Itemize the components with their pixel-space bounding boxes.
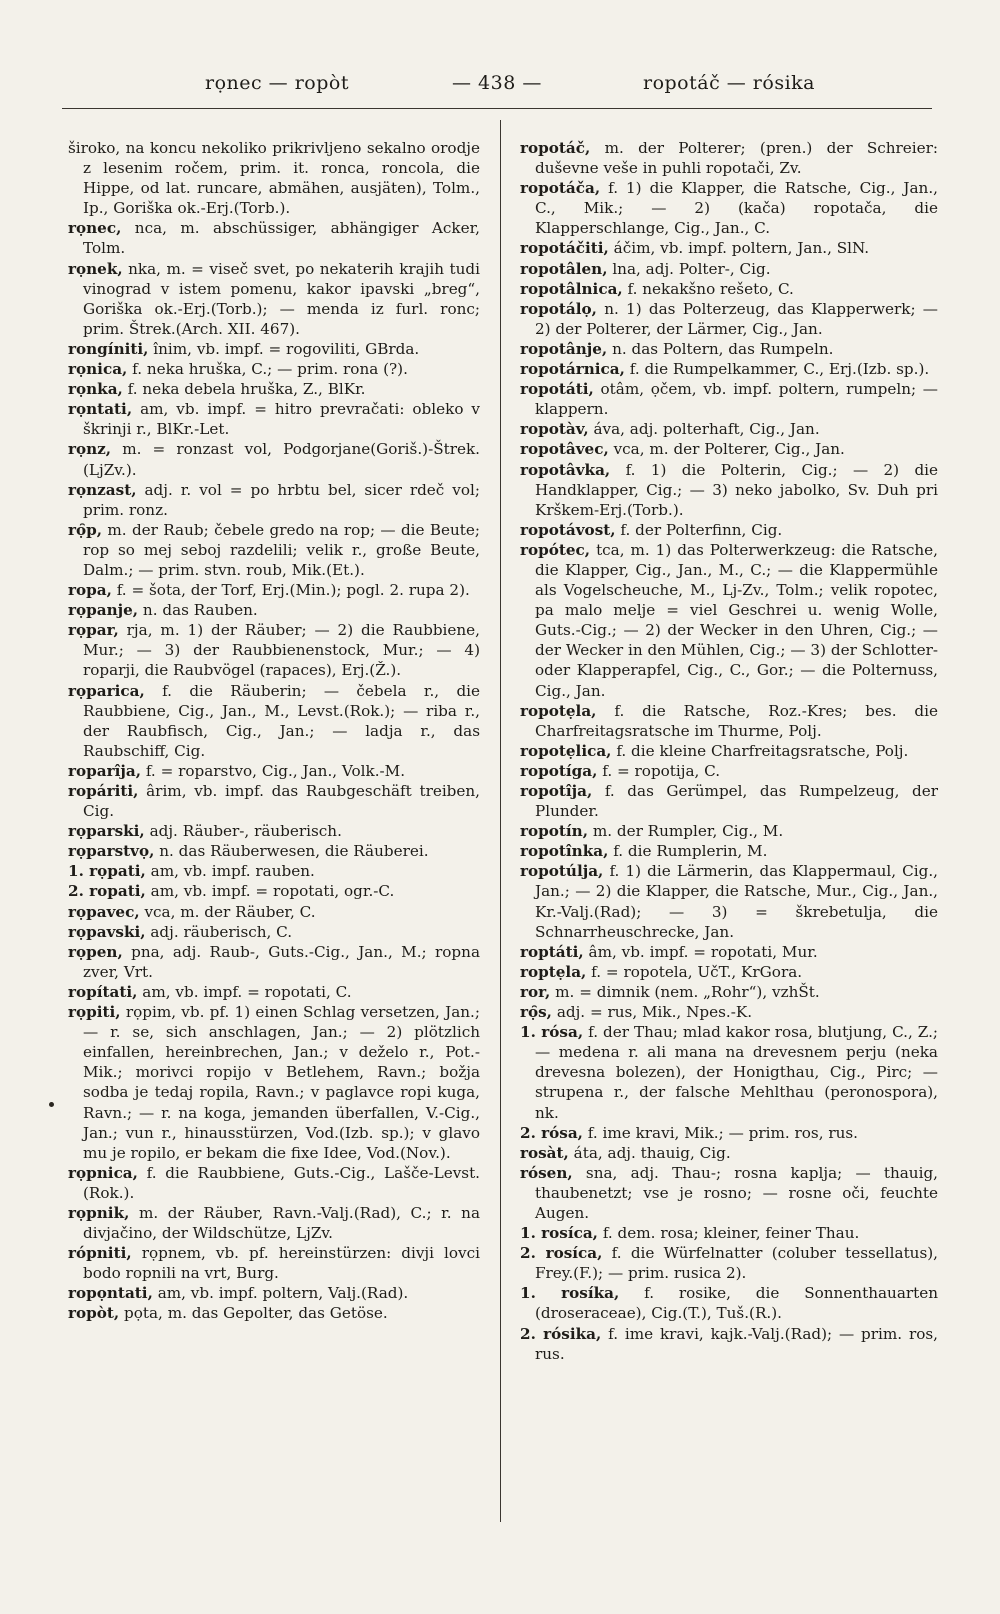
entry-headword: rọpiti, [68, 1003, 121, 1022]
dictionary-entry [520, 1143, 938, 1163]
dictionary-entry [68, 1303, 480, 1323]
dictionary-entry [68, 781, 480, 821]
entry-headword: rọnica, [68, 360, 128, 379]
entry-headword: ropotâvec, [520, 440, 609, 459]
entry-definition: f. 1) die Klapper, die Ratsche, Cig., Jan., C., Mik.; — 2) (kača) ropotača, die Klapperschlange, Cig., Jan., C. [535, 179, 938, 238]
entry-headword: ropotávost, [520, 520, 616, 539]
entry-definition: adj. r. vol = po hrbtu bel, sicer rdeč vol; prim. ronz. [83, 480, 480, 519]
entry-definition: f. dem. rosa; kleiner, feiner Thau. [602, 1224, 860, 1243]
entry-definition: f. der Thau; mlad kakor rosa, blutjung, C., Z.; — medena r. ali mana na drevesnem perju (neka drevesna bolezen), der Honigthau, Cig., Pirc; — strupena r., der falsche Mehlthau (peronospora), nk. [535, 1023, 939, 1122]
dictionary-entry [520, 1163, 938, 1223]
entry-definition: f. die Rumpelkammer, C., Erj.(Izb. sp.). [629, 360, 930, 379]
entry-headword: ropotâlnica, [520, 279, 623, 298]
entry-headword: ropotîja, [520, 782, 593, 800]
dictionary-entry [520, 741, 938, 761]
entry-headword: ropotàv, [520, 420, 589, 439]
entry-definition: f. neka hruška, C.; — prim. rona (?). [132, 360, 408, 379]
header-left-guideword: rọnec — ropòt [205, 72, 349, 94]
entry-headword: 1. rosíka, [520, 1284, 620, 1303]
entry-headword: rọnka, [68, 380, 123, 399]
dictionary-entry [520, 1243, 938, 1283]
entry-definition: nka, m. = viseč svet, po nekaterih krajih tudi vinograd v istem pomenu, kakor ipavski „breg“, Goriška ok.-Erj.(Torb.); — menda iz furl. ronc; prim. Štrek.(Arch. XII. 467). [83, 259, 480, 338]
dictionary-entry [68, 138, 480, 218]
dictionary-entry [520, 841, 938, 861]
entry-definition: am, vb. impf. = hitro prevračati: obleko v škrinji r., BlKr.-Let. [83, 400, 481, 439]
dictionary-entry [520, 962, 938, 982]
dictionary-entry [68, 359, 480, 379]
entry-headword: 2. rosíca, [520, 1244, 603, 1263]
entry-definition: am, vb. impf. rauben. [150, 862, 315, 881]
dictionary-entry [68, 620, 480, 680]
entry-headword: ropotâlen, [520, 259, 608, 278]
entry-definition: široko, na koncu nekoliko prikrivljeno sekalno orodje z lesenim ročem, prim. it. ronca, roncola, die Hippe, od lat. runcare, abmähen, ausjäten), Tolm., Ip., Goriška ok.-Erj.(Torb.). [68, 139, 480, 218]
dictionary-entry [68, 339, 480, 359]
entry-headword: rọparica, [68, 681, 145, 700]
entry-headword: rọpar, [68, 621, 119, 640]
entry-definition: lna, adj. Polter-, Cig. [612, 259, 771, 278]
entry-headword: rọnz, [68, 440, 112, 459]
entry-definition: f. die Rumplerin, M. [613, 842, 768, 861]
entry-definition: n. das Räuberwesen, die Räuberei. [159, 842, 429, 861]
dictionary-entry [520, 178, 938, 238]
entry-headword: ropotînka, [520, 842, 609, 861]
dictionary-entry [68, 480, 480, 520]
dictionary-entry [68, 922, 480, 942]
dictionary-entry [520, 419, 938, 439]
dictionary-entry [68, 379, 480, 399]
entry-definition: f. neka debela hruška, Z., BlKr. [127, 380, 366, 399]
dictionary-entry [68, 600, 480, 620]
entry-definition: f. = ropotija, C. [602, 761, 721, 780]
entry-headword: ropotálọ, [520, 299, 597, 318]
dictionary-entry [520, 439, 938, 459]
dictionary-entry [520, 1283, 938, 1323]
dictionary-entry [520, 138, 938, 178]
entry-definition: înim, vb. impf. = rogoviliti, GBrda. [153, 339, 420, 358]
entry-headword: ropotáti, [520, 380, 594, 399]
entry-definition: âm, vb. impf. = ropotati, Mur. [588, 942, 818, 961]
dictionary-entry [520, 339, 938, 359]
entry-headword: ropòt, [68, 1304, 120, 1323]
entry-definition: rọpim, vb. pf. 1) einen Schlag versetzen, Jan.; — r. se, sich anschlagen, Jan.; — 2) plötzlich einfallen, hereinbrechen, Jan.; v deželo r., Pot.-Mik.; morivci ropijo v Betlehem, Ravn.; božja sodba je tedaj ropila, Ravn.; v paglavce ropi kuga, Ravn.; — r. na koga, jemanden überfallen, V.-Cig., Jan.; vun r., hinausstürzen, Vod.(Izb. sp.); v glavo mu je ropilo, er bekam die fixe Idee, Vod.(Nov.). [83, 1003, 480, 1162]
entry-headword: ropotáča, [520, 179, 601, 198]
entry-headword: rosàt, [520, 1143, 569, 1162]
dictionary-entry [520, 701, 938, 741]
entry-definition: f. die Räuberin; — čebela r., die Raubbiene, Cig., Jan., M., Levst.(Rok.); — riba r., der Raubfisch, Cig., Jan.; — ladja r., das Raubschiff, Cig. [83, 681, 481, 760]
entry-headword: rọntati, [68, 400, 133, 419]
entry-headword: ropotẹlica, [520, 741, 612, 760]
entry-definition: f. 1) die Lärmerin, das Klappermaul, Cig., Jan.; — 2) die Klapper, die Ratsche, Mur., Cig., Jan., Kr.-Valj.(Rad); — 3) = škrebetulja, die Schnarrheuschrecke, Jan. [535, 862, 939, 941]
page-number: — 438 — [452, 72, 542, 94]
entry-definition: adj. Räuber-, räuberisch. [149, 822, 342, 841]
entry-definition: pọta, m. das Gepolter, das Getöse. [124, 1304, 388, 1323]
dictionary-entry [520, 1223, 938, 1243]
entry-headword: rọ̑p, [68, 520, 103, 539]
dictionary-entry [68, 259, 480, 339]
entry-headword: roparîja, [68, 761, 141, 780]
entry-headword: roptáti, [520, 942, 584, 961]
dictionary-entry [520, 781, 938, 821]
entry-definition: f. ime kravi, Mik.; — prim. ros, rus. [587, 1123, 859, 1142]
entry-headword: rópniti, [68, 1244, 132, 1263]
dictionary-entry [68, 1243, 480, 1283]
entry-definition: am, vb. impf. = ropotati, ogr.-C. [150, 882, 395, 901]
dictionary-entry [68, 520, 480, 580]
dictionary-entry [68, 902, 480, 922]
entry-headword: rongíniti, [68, 339, 149, 358]
dictionary-entry [520, 540, 938, 701]
entry-headword: ror, [520, 982, 551, 1001]
page-header [0, 72, 1000, 106]
entry-definition: f. = šota, der Torf, Erj.(Min.); pogl. 2. rupa 2). [116, 581, 470, 600]
entry-definition: am, vb. impf. = ropotati, C. [142, 982, 352, 1001]
dictionary-entry [520, 1324, 938, 1364]
entry-definition: adj. räuberisch, C. [150, 922, 293, 941]
entry-definition: áva, adj. polterhaft, Cig., Jan. [593, 420, 820, 439]
dictionary-entry [68, 439, 480, 479]
entry-definition: m. der Polterer; (pren.) der Schreier: duševne veše in puhli ropotači, Zv. [535, 139, 939, 178]
entry-definition: f. die Ratsche, Roz.-Kres; bes. die Charfreitagsratsche im Thurme, Polj. [535, 701, 939, 740]
entry-definition: f. die Raubbiene, Guts.-Cig., Lašče-Levst.(Rok.). [83, 1163, 480, 1202]
entry-definition: f. ime kravi, kajk.-Valj.(Rad); — prim. ros, rus. [535, 1324, 938, 1363]
dictionary-entry [520, 1002, 938, 1022]
entry-definition: pna, adj. Raub-, Guts.-Cig., Jan., M.; ropna zver, Vrt. [83, 942, 480, 981]
entry-headword: ropotárnica, [520, 360, 625, 379]
entry-headword: ropotẹla, [520, 701, 597, 720]
entry-headword: rọ̑s, [520, 1003, 552, 1022]
entry-definition: vca, m. der Polterer, Cig., Jan. [613, 440, 845, 459]
entry-definition: f. = ropotela, UčT., KrGora. [591, 962, 803, 981]
entry-headword: ropotúlja, [520, 862, 604, 881]
entry-headword: 2. rósa, [520, 1123, 583, 1142]
entry-headword: roptẹla, [520, 962, 587, 981]
dictionary-entry [68, 580, 480, 600]
entry-headword: ropotáčiti, [520, 239, 609, 258]
header-rule [62, 108, 932, 109]
dictionary-entry [520, 379, 938, 419]
entry-definition: m. = dimnik (nem. „Rohr“), vzhŠt. [555, 982, 820, 1001]
dictionary-entry [520, 761, 938, 781]
entry-headword: rọpnik, [68, 1203, 130, 1222]
dictionary-entry [68, 399, 480, 439]
dictionary-entry [520, 982, 938, 1002]
dictionary-entry [520, 259, 938, 279]
entry-headword: ropotâvka, [520, 460, 611, 479]
entry-headword: rósen, [520, 1163, 573, 1182]
entry-headword: ropótec, [520, 540, 591, 559]
right-column [520, 138, 938, 1364]
dictionary-entry [520, 520, 938, 540]
entry-definition: n. 1) das Polterzeug, das Klapperwerk; — 2) der Polterer, der Lärmer, Cig., Jan. [535, 299, 938, 338]
column-divider [500, 120, 501, 1522]
entry-definition: sna, adj. Thau-; rosna kaplja; — thauig, thaubenetzt; vse je rosno; — rosne oči, feuchte Augen. [535, 1163, 938, 1222]
entry-definition: rja, m. 1) der Räuber; — 2) die Raubbiene, Mur.; — 3) der Raubbienenstock, Mur.; — 4) roparji, die Raubvögel (rapaces), Erj.(Ž.). [83, 621, 480, 680]
entry-headword: ropáriti, [68, 782, 139, 800]
margin-dot [49, 1102, 54, 1107]
entry-headword: rọnec, [68, 219, 122, 238]
dictionary-entry [68, 1283, 480, 1303]
entry-headword: rọpavec, [68, 902, 140, 921]
entry-definition: otâm, ọčem, vb. impf. poltern, rumpeln; — klappern. [535, 380, 938, 419]
entry-headword: rọpanje, [68, 601, 139, 620]
dictionary-entry [68, 1203, 480, 1243]
entry-definition: áta, adj. thauig, Cig. [573, 1143, 731, 1162]
dictionary-entry [68, 1163, 480, 1203]
dictionary-entry [68, 218, 480, 258]
dictionary-entry [520, 1123, 938, 1143]
entry-definition: adj. = rus, Mik., Npes.-K. [556, 1003, 753, 1022]
entry-definition: am, vb. impf. poltern, Valj.(Rad). [157, 1284, 409, 1303]
entry-headword: 1. rọpati, [68, 862, 146, 881]
entry-headword: ropítati, [68, 982, 138, 1001]
entry-headword: rọnek, [68, 259, 123, 278]
left-column [68, 138, 480, 1324]
dictionary-entry [68, 841, 480, 861]
dictionary-entry [68, 942, 480, 982]
entry-headword: rọpnica, [68, 1163, 138, 1182]
entry-definition: rọpnem, vb. pf. hereinstürzen: divji lovci bodo ropnili na vrt, Burg. [83, 1244, 480, 1283]
dictionary-entry [520, 299, 938, 339]
entry-headword: ropotíga, [520, 761, 598, 780]
entry-definition: f. rosike, die Sonnenthauarten (droseraceae), Cig.(T.), Tuš.(R.). [535, 1284, 939, 1323]
dictionary-entry [520, 861, 938, 941]
dictionary-entry [68, 681, 480, 761]
entry-headword: rọparski, [68, 822, 145, 841]
entry-headword: rọpen, [68, 942, 123, 961]
entry-headword: ropa, [68, 581, 112, 600]
entry-headword: ropotáč, [520, 139, 591, 157]
dictionary-entry [520, 359, 938, 379]
dictionary-entry [520, 942, 938, 962]
entry-definition: f. das Gerümpel, das Rumpelzeug, der Plunder. [535, 782, 939, 821]
entry-headword: ropọntati, [68, 1284, 153, 1303]
entry-headword: 1. rosíca, [520, 1224, 598, 1243]
entry-headword: ropotânje, [520, 339, 608, 358]
entry-definition: f. = roparstvo, Cig., Jan., Volk.-M. [145, 761, 406, 780]
dictionary-entry [520, 279, 938, 299]
dictionary-entry [520, 460, 938, 520]
entry-headword: 1. rósa, [520, 1023, 584, 1042]
entry-definition: f. der Polterfinn, Cig. [620, 520, 783, 539]
entry-definition: m. der Rumpler, Cig., M. [592, 822, 784, 841]
entry-definition: f. nekakšno rešeto, C. [627, 279, 794, 298]
dictionary-entry [68, 881, 480, 901]
entry-headword: 2. rósika, [520, 1324, 602, 1343]
dictionary-entry [68, 982, 480, 1002]
dictionary-entry [68, 821, 480, 841]
dictionary-entry [68, 1002, 480, 1163]
entry-definition: m. der Raub; čebele gredo na rop; — die Beute; rop so mej seboj razdelili; velik r., große Beute, Dalm.; — prim. stvn. roub, Mik.(Et.). [83, 520, 480, 579]
entry-headword: ropotín, [520, 822, 588, 841]
entry-headword: rọnzast, [68, 480, 137, 499]
entry-definition: f. 1) die Polterin, Cig.; — 2) die Handklapper, Cig.; — 3) neko jabolko, Sv. Duh pri Krškem-Erj.(Torb.). [535, 460, 939, 519]
header-right-guideword: ropotáč — rósika [643, 72, 815, 94]
entry-headword: rọparstvọ, [68, 842, 155, 861]
entry-headword: 2. ropati, [68, 882, 146, 901]
dictionary-entry [520, 238, 938, 258]
entry-definition: n. das Poltern, das Rumpeln. [612, 339, 834, 358]
entry-definition: f. die kleine Charfreitagsratsche, Polj. [616, 741, 909, 760]
dictionary-entry [520, 1022, 938, 1122]
dictionary-entry [68, 861, 480, 881]
entry-headword: rọpavski, [68, 922, 146, 941]
entry-definition: tca, m. 1) das Polterwerkzeug: die Ratsche, die Klapper, Cig., Jan., M., C.; — die Klappermühle als Vogelscheuche, M., Lj-Zv., Tolm.; velik ropotec, pa malo melje = viel Geschrei u. wenig Wolle, Guts.-Cig.; — 2) der Wecker in den Uhren, Cig.; — der Wecker in den Mühlen, Cig.; — 3) der Schlotter- oder Klapperapfel, Cig., C., Gor.; — die Polternuss, Cig., Jan. [535, 540, 938, 700]
entry-definition: n. das Rauben. [142, 601, 258, 620]
entry-definition: m. der Räuber, Ravn.-Valj.(Rad), C.; r. na divjačino, der Wildschütze, LjZv. [83, 1203, 480, 1243]
entry-definition: m. = ronzast vol, Podgorjane(Goriš.)-Štrek.(LjZv.). [83, 440, 481, 479]
entry-definition: f. die Würfelnatter (coluber tessellatus), Frey.(F.); — prim. rusica 2). [535, 1244, 938, 1283]
dictionary-entry [520, 821, 938, 841]
entry-definition: áčim, vb. impf. poltern, Jan., SlN. [613, 239, 870, 258]
entry-definition: vca, m. der Räuber, C. [144, 902, 316, 921]
entry-definition: ârim, vb. impf. das Raubgeschäft treiben, Cig. [83, 782, 480, 821]
entry-definition: nca, m. abschüssiger, abhängiger Acker, Tolm. [83, 219, 481, 258]
dictionary-entry [68, 761, 480, 781]
